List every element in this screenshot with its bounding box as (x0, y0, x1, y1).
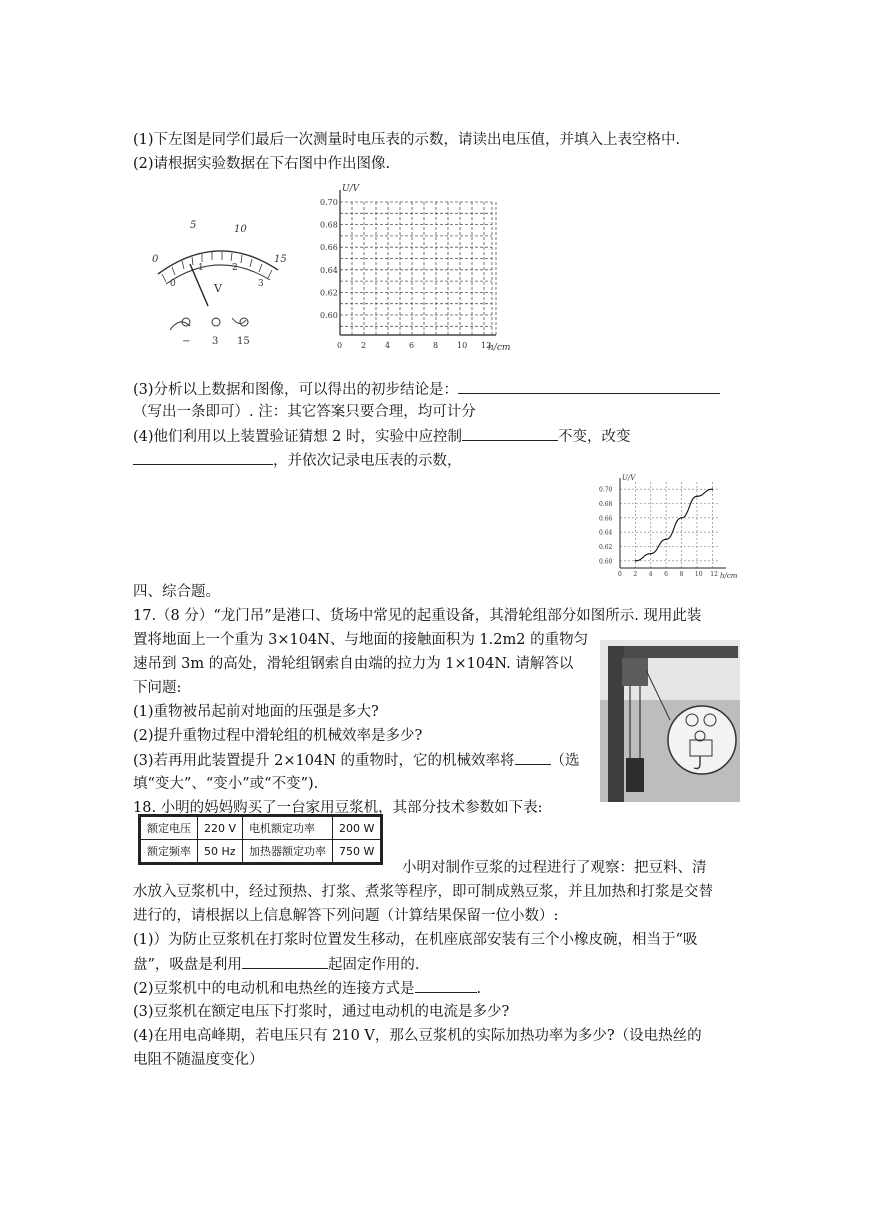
q17-line4: 下问题: (133, 680, 182, 696)
spec-cell: 200 W (333, 817, 381, 840)
q18-question2 (133, 978, 481, 999)
answer-x-tick: 8 (679, 571, 684, 578)
answer-data-point (665, 539, 667, 541)
grid-y-tick: 0.60 (320, 311, 338, 320)
q18-question2-post: . (476, 981, 482, 997)
answer-x-tick: 10 (694, 571, 703, 578)
grid-x-tick: 12 (481, 341, 492, 350)
grid-x-tick: 0 (337, 341, 343, 350)
q18-question4: (4)在用电高峰期，若电压只有 210 V，那么豆浆机的实际加热功率为多少?（设电热丝的 (133, 1028, 702, 1044)
voltmeter-upper-15: 15 (274, 254, 287, 265)
answer-y-tick: 0.66 (599, 515, 613, 523)
answer-x-tick: 4 (648, 571, 653, 578)
q16-part3-note: （写出一条即可）. 注：其它答案只要合理，均可计分 (133, 404, 476, 420)
q18-question1-cont (133, 954, 420, 975)
q17-question1: (1)重物被吊起前对地面的压强是多大? (133, 704, 379, 720)
grid-x-tick: 6 (409, 341, 415, 350)
q16-part4-text: (4)他们利用以上装置验证猜想 2 时，实验中应控制 (133, 429, 462, 445)
q18-question1-blank[interactable] (242, 954, 328, 969)
spec-cell: 额定电压 (141, 817, 198, 840)
answer-x-tick: 0 (618, 571, 622, 578)
q18-question1-text: 盘”，吸盘是利用 (133, 957, 242, 973)
answer-data-point (650, 553, 652, 555)
answer-y-tick: 0.68 (599, 501, 613, 508)
voltmeter-terminal-15: 15 (237, 336, 250, 347)
q16-part4-blank1[interactable] (462, 426, 558, 441)
grid-y-tick: 0.62 (320, 288, 338, 298)
spec-cell: 电机额定功率 (243, 817, 333, 840)
q16-part1: (1)下左图是同学们最后一次测量时电压表的示数，请读出电压值，并填入上表空格中. (133, 132, 681, 148)
q18-question2-blank[interactable] (415, 978, 477, 993)
answer-chart-ylabel: U/V (622, 474, 636, 482)
voltmeter-upper-10: 10 (234, 224, 247, 235)
voltmeter-lower-3: 3 (258, 279, 264, 289)
q18-intro: 18. 小明的妈妈购买了一台家用豆浆机，其部分技术参数如下表: (133, 800, 543, 816)
spec-cell: 50 Hz (198, 840, 243, 863)
spec-cell: 加热器额定功率 (243, 840, 333, 863)
voltmeter-figure (140, 212, 300, 354)
q17-question3-text: (3)若再用此装置提升 2×104N 的重物时，它的机械效率将 (133, 753, 515, 769)
grid-chart-xlabel: h/cm (488, 343, 511, 353)
answer-curve-line (635, 489, 712, 561)
answer-curve-chart (598, 468, 738, 584)
table-row (141, 840, 381, 863)
answer-data-point (635, 560, 637, 562)
q18-question1-post: 起固定作用的. (327, 957, 420, 973)
q17-question3-cont: 填“变大”、“变小”或“不变”). (133, 776, 319, 792)
q17-line2: 置将地面上一个重为 3×104N、与地面的接触面积为 1.2m2 的重物匀 (133, 632, 589, 648)
q17-line1: 17.（8 分）“龙门吊”是港口、货场中常见的起重设备，其滑轮组部分如图所示. 现用此装 (133, 608, 702, 624)
voltmeter-terminal-3: 3 (212, 336, 219, 347)
answer-y-tick: 0.64 (599, 529, 613, 537)
q16-part4-cont (133, 450, 462, 471)
q17-question2: (2)提升重物过程中滑轮组的机械效率是多少? (133, 728, 423, 744)
grid-chart-ylabel: U/V (342, 184, 360, 194)
q16-part4-post: ，并依次记录电压表的示数， (273, 453, 462, 469)
q18-question4-cont: 电阻不随温度变化） (133, 1052, 264, 1068)
q18-line4: 进行的，请根据以上信息解答下列问题（计算结果保留一位小数）: (133, 908, 559, 924)
spec-cell: 额定频率 (141, 840, 198, 863)
answer-x-tick: 6 (664, 571, 668, 578)
grid-y-tick: 0.64 (320, 265, 338, 275)
q16-part3-text: (3)分析以上数据和图像，可以得出的初步结论是： (133, 382, 459, 398)
spec-cell: 220 V (198, 817, 243, 840)
q16-part3-blank[interactable] (458, 379, 720, 394)
table-row (141, 817, 381, 840)
q17-question3-post: （选 (550, 753, 580, 769)
grid-y-tick: 0.70 (320, 198, 338, 207)
q16-part4 (133, 426, 630, 447)
voltmeter-lower-2: 2 (232, 263, 238, 273)
grid-x-tick: 10 (457, 341, 468, 350)
grid-y-tick: 0.66 (320, 243, 338, 253)
soymilk-spec-table (140, 816, 381, 863)
q18-question3: (3)豆浆机在额定电压下打浆时，通过电动机的电流是多少? (133, 1004, 510, 1020)
answer-chart-xlabel: h/cm (720, 572, 738, 580)
grid-x-tick: 8 (433, 341, 439, 350)
spec-cell: 750 W (333, 840, 381, 863)
q18-line2: 小明对制作豆浆的过程进行了观察：把豆料、清 (402, 860, 707, 876)
voltmeter-terminal-minus: − (182, 336, 191, 347)
answer-y-tick: 0.62 (599, 544, 613, 551)
q17-question3-blank[interactable] (515, 750, 551, 765)
blank-grid-chart (318, 180, 518, 355)
q18-line3: 水放入豆浆机中，经过预热、打浆、煮浆等程序，即可制成熟豆浆，并且加热和打浆是交替 (133, 884, 713, 900)
voltmeter-upper-0: 0 (152, 254, 159, 265)
grid-x-tick: 2 (361, 341, 367, 350)
q18-question2-text: (2)豆浆机中的电动机和电热丝的连接方式是 (133, 981, 415, 997)
answer-data-point (696, 496, 698, 498)
q16-part2: (2)请根据实验数据在下右图中作出图像. (133, 156, 391, 172)
voltmeter-unit: V (214, 282, 222, 295)
q16-part4-mid: 不变，改变 (557, 429, 631, 445)
grid-x-tick: 4 (385, 341, 391, 350)
voltmeter-lower-0: 0 (170, 279, 176, 289)
answer-data-point (712, 488, 714, 490)
q17-question3 (133, 750, 580, 771)
answer-y-tick: 0.60 (599, 558, 613, 566)
q16-part4-blank2[interactable] (133, 450, 273, 465)
gantry-crane-photo (600, 640, 740, 802)
voltmeter-upper-5: 5 (190, 220, 197, 231)
answer-data-point (681, 517, 683, 519)
q18-question1: (1)）为防止豆浆机在打浆时位置发生移动，在机座底部安装有三个小橡皮碗，相当于“吸 (133, 932, 698, 948)
q16-part3 (133, 379, 720, 400)
answer-y-tick: 0.70 (599, 486, 613, 494)
answer-x-tick: 12 (710, 571, 718, 578)
grid-y-tick: 0.68 (320, 220, 338, 230)
q17-line3: 速吊到 3m 的高处，滑轮组钢索自由端的拉力为 1×104N. 请解答以 (133, 656, 574, 672)
section-four-heading: 四、综合题。 (133, 584, 220, 600)
voltmeter-lower-1: 1 (198, 263, 204, 273)
answer-x-tick: 2 (633, 571, 638, 578)
